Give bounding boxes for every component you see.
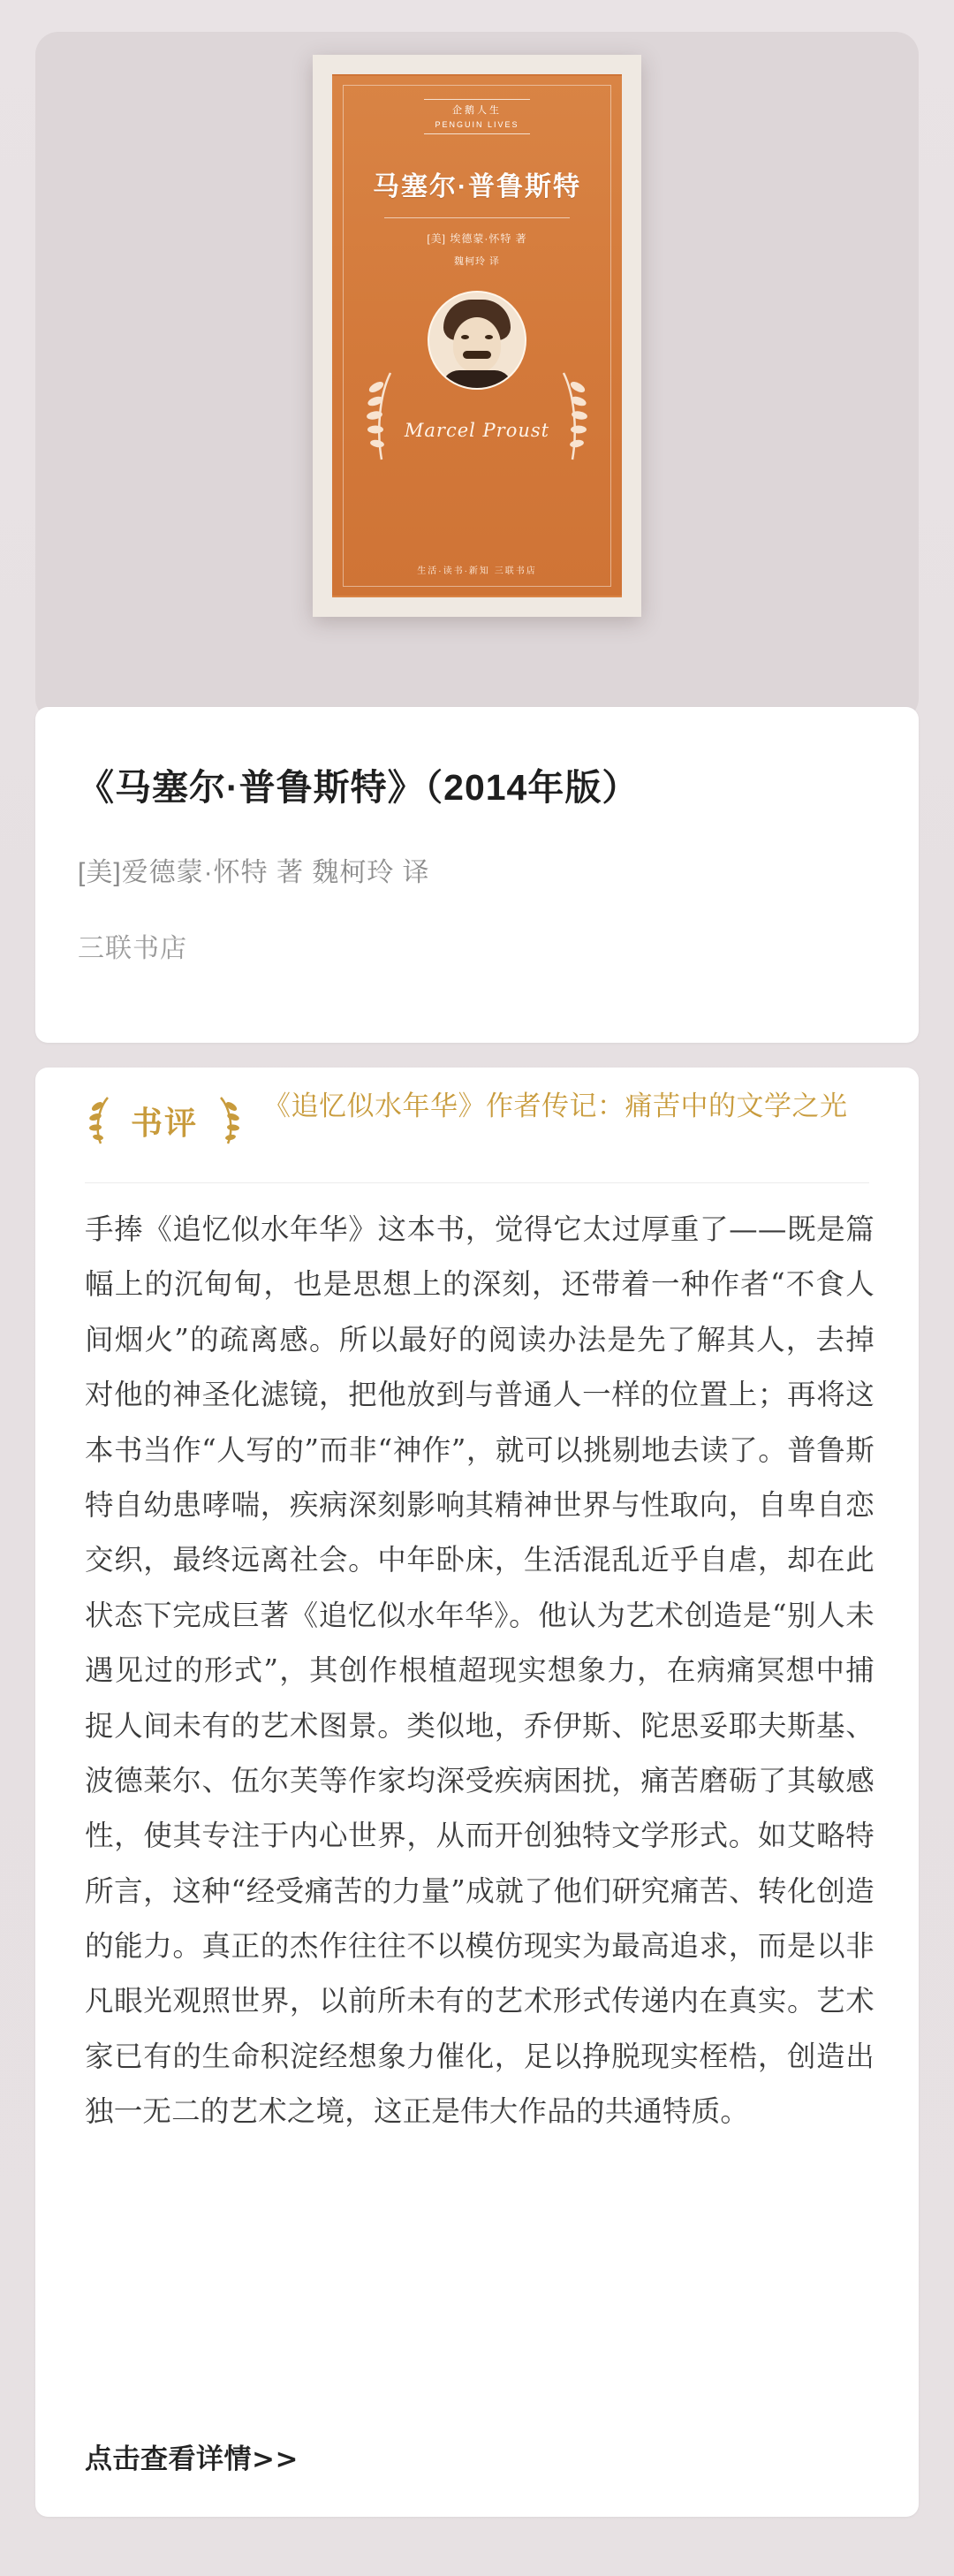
cover-title: 马塞尔·普鲁斯特 bbox=[373, 171, 581, 201]
portrait-face bbox=[453, 317, 501, 372]
review-body bbox=[85, 1202, 874, 2139]
laurel-branch-left-icon bbox=[364, 368, 403, 465]
cover-series-cn: 企鹅人生 bbox=[452, 105, 502, 116]
review-paragraph: 手捧《追忆似水年华》这本书，觉得它太过厚重了——既是篇幅上的沉甸甸，也是思想上的深刻，还带着一种作者“不食人间烟火”的疏离感。所以最好的阅读办法是先了解其人，去掉对他的神圣化滤镜，把他放到与普通人一样的位置上；再将这本书当作“人写的”而非“神作”，就可以挑剔地去读了。普鲁斯特自幼患哮喘，疾病深刻影响其精神世界与性取向，自卑自恋交织，最终远离社会。中年卧床，生活混乱近乎自虐，却在此状态下完成巨著《追忆似水年华》。他认为艺术创造是“别人未遇见过的形式”，其创作根植超现实想象力，在病痛冥想中捕捉人间未有的艺术图景。类似地，乔伊斯、陀思妥耶夫斯基、波德莱尔、伍尔芙等作家均深受疾病困扰，痛苦磨砺了其敏感性，使其专注于内心世界，从而开创独特文学形式。如艾略特所言，这种“经受痛苦的力量”成就了他们研究痛苦、转化创造的能力。真正的杰作往往不以模仿现实为最高追求，而是以非凡眼光观照世界，以前所未有的艺术形式传递内在真实。艺术家已有的生命积淀经想象力催化，足以挣脱现实桎梏，创造出独一无二的艺术之境，这正是伟大作品的共通特质。 bbox=[85, 1212, 874, 2129]
cover-publisher-footer: 生活·读书·新知 三联书店 bbox=[417, 566, 537, 576]
portrait-moustache bbox=[463, 351, 491, 359]
laurel-branch-right-icon bbox=[551, 368, 590, 465]
portrait-body bbox=[442, 370, 512, 390]
review-title: 《追忆似水年华》作者传记：痛苦中的文学之光 bbox=[263, 1090, 848, 1122]
book-info-card bbox=[35, 707, 919, 1043]
book-publisher: 三联书店 bbox=[78, 934, 187, 963]
book-cover-image[interactable] bbox=[313, 55, 641, 617]
view-details-link[interactable]: 点击查看详情>> bbox=[85, 2443, 299, 2475]
book-authors: [美]爱德蒙·怀特 著 魏柯玲 译 bbox=[78, 858, 430, 887]
cover-divider bbox=[384, 217, 570, 218]
cover-series-badge bbox=[424, 99, 530, 134]
review-header bbox=[35, 1068, 919, 1184]
review-badge-label: 书评 bbox=[130, 1105, 198, 1142]
cover-artwork bbox=[332, 74, 622, 597]
portrait-eye-left bbox=[461, 335, 469, 339]
review-divider bbox=[85, 1182, 869, 1183]
cover-signature: Marcel Proust bbox=[404, 419, 550, 441]
author-portrait bbox=[428, 291, 526, 390]
page-title: 《马塞尔·普鲁斯特》（2014年版） bbox=[78, 767, 640, 808]
portrait-eye-right bbox=[485, 335, 493, 339]
cover-author: [美] 埃德蒙·怀特 著 bbox=[427, 232, 527, 245]
review-badge bbox=[94, 1092, 235, 1149]
cover-translator: 魏柯玲 译 bbox=[453, 255, 501, 267]
wreath-left-icon bbox=[88, 1094, 115, 1147]
cover-series-en: PENGUIN LIVES bbox=[435, 119, 519, 129]
wreath-right-icon bbox=[214, 1094, 240, 1147]
book-review-card bbox=[35, 1068, 919, 2517]
